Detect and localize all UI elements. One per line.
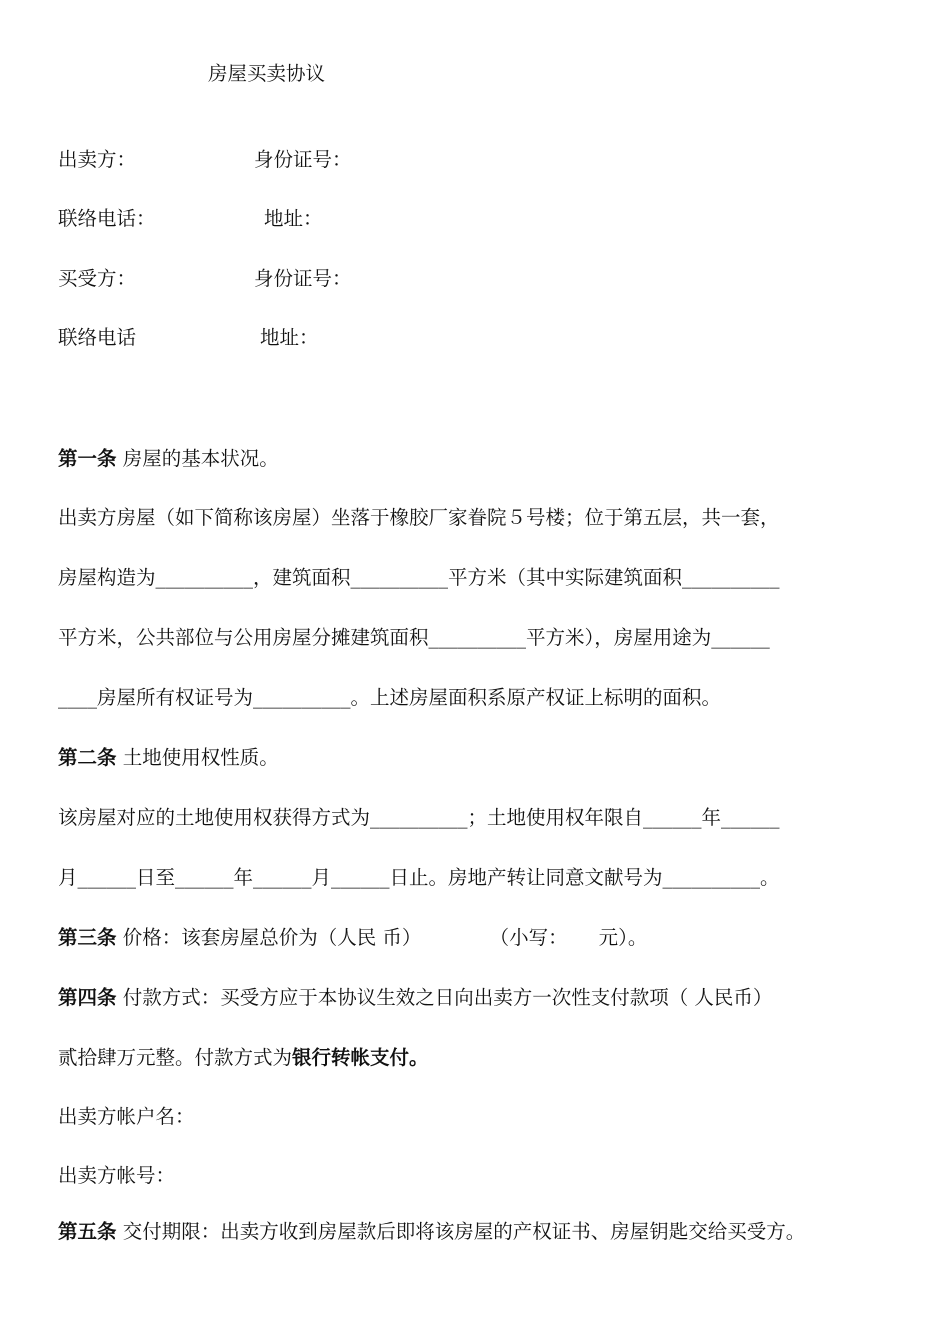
article-2-paragraph-1: 该房屋对应的土地使用权获得方式为__________；土地使用权年限自______年______ [58, 806, 780, 829]
article-5-number: 第五条 [58, 1220, 117, 1243]
article-3-heading [58, 924, 647, 952]
buyer-phone-label: 联络电话 [58, 326, 137, 349]
article-1-paragraph-4: ____房屋所有权证号为__________。上述房屋面积系原产权证上标明的面积。 [58, 686, 722, 709]
article-5-text: 交付期限：出卖方收到房屋款后即将该房屋的产权证书、房屋钥匙交给买受方。 [116, 1220, 806, 1243]
article-2-title: 土地使用权性质。 [116, 746, 279, 769]
seller-address-label: 地址： [264, 207, 323, 230]
document-title: 房屋买卖协议 [208, 62, 326, 85]
article-4-heading [58, 984, 772, 1012]
seller-account-name-label: 出卖方帐户名： [58, 1105, 195, 1128]
article-1-heading [58, 445, 279, 473]
article-5-heading [58, 1218, 805, 1246]
article-3-text: 价格：该套房屋总价为（人民 币） （小写： 元）。 [116, 926, 648, 949]
seller-account-number-label: 出卖方帐号： [58, 1164, 176, 1187]
article-1-paragraph-3: 平方米，公共部位与公用房屋分摊建筑面积__________平方米），房屋用途为______ [58, 626, 770, 649]
payment-amount-text: 贰拾肆万元整。付款方式为 [58, 1046, 293, 1069]
buyer-id-label: 身份证号： [254, 267, 352, 290]
buyer-address-label: 地址： [260, 326, 319, 349]
article-4-text: 付款方式：买受方应于本协议生效之日向出卖方一次性支付款项（ 人民币） [116, 986, 773, 1009]
seller-id-label: 身份证号： [254, 148, 352, 171]
article-1-number: 第一条 [58, 447, 117, 470]
article-4-paragraph-1 [58, 1044, 429, 1072]
seller-label: 出卖方： [58, 148, 137, 171]
payment-method-bold: 银行转帐支付。 [292, 1046, 429, 1069]
article-2-number: 第二条 [58, 746, 117, 769]
article-1-paragraph-1: 出卖方房屋（如下简称该房屋）坐落于橡胶厂家眷院５号楼；位于第五层，共一套， [58, 506, 780, 529]
article-1-title: 房屋的基本状况。 [116, 447, 279, 470]
article-2-heading [58, 744, 279, 772]
article-1-paragraph-2: 房屋构造为__________，建筑面积__________平方米（其中实际建筑面积__________ [58, 566, 780, 589]
article-2-paragraph-2: 月______日至______年______月______日止。房地产转让同意文献号为__________。 [58, 866, 780, 889]
seller-phone-label: 联络电话： [58, 207, 156, 230]
article-3-number: 第三条 [58, 926, 117, 949]
article-4-number: 第四条 [58, 986, 117, 1009]
buyer-label: 买受方： [58, 267, 137, 290]
